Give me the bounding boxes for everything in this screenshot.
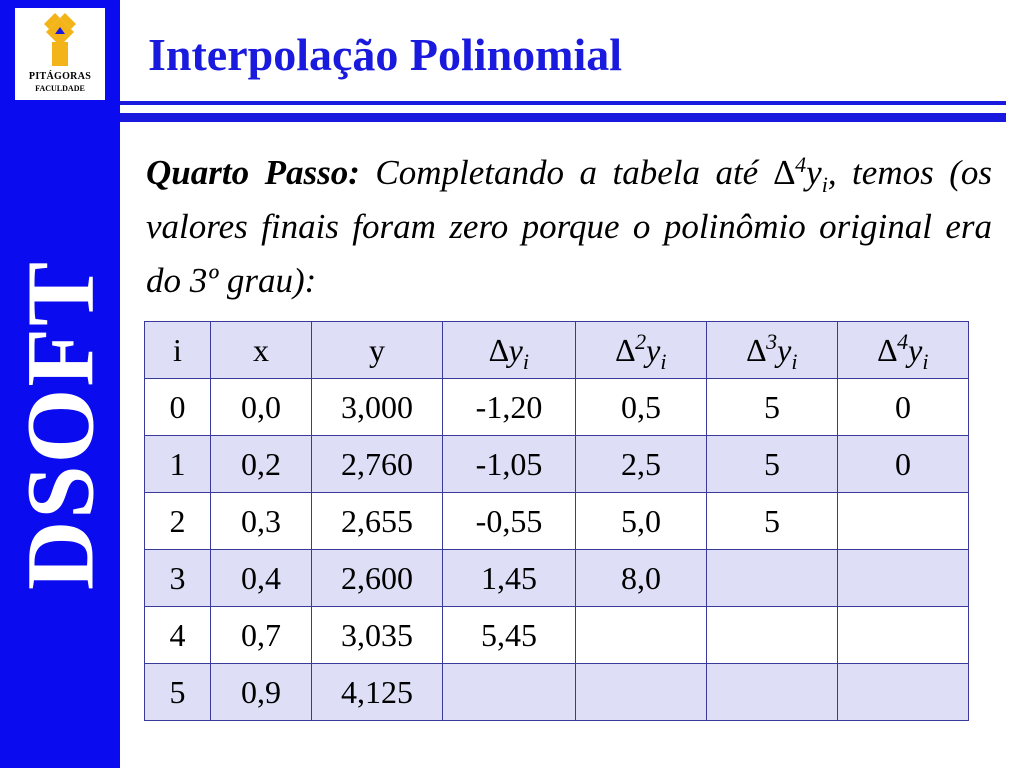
brand-text: DSOFT [6, 259, 114, 591]
delta-symbol: ∆ [746, 331, 767, 368]
table-cell: 5 [707, 493, 838, 550]
table-row [145, 607, 969, 664]
header-x: x [211, 322, 312, 379]
table-cell: 0,4 [211, 550, 312, 607]
table-cell: -1,05 [443, 436, 576, 493]
header-sub: i [660, 348, 667, 374]
body-paragraph [146, 146, 992, 308]
table-cell: 2,760 [312, 436, 443, 493]
table-cell: 4,125 [312, 664, 443, 721]
table-cell: -1,20 [443, 379, 576, 436]
header-sub: i [522, 348, 529, 374]
table-cell: 2,5 [576, 436, 707, 493]
table-cell [707, 664, 838, 721]
logo-text: PITÁGORAS [28, 71, 92, 82]
variable: y [806, 153, 822, 192]
table-cell [707, 550, 838, 607]
table-cell [838, 550, 969, 607]
table-cell [576, 664, 707, 721]
table-cell: 1,45 [443, 550, 576, 607]
table-cell [707, 607, 838, 664]
paragraph-text: Completando a tabela até [359, 153, 774, 192]
table-cell: 3 [145, 550, 211, 607]
table-cell: 4 [145, 607, 211, 664]
table-cell: -0,55 [443, 493, 576, 550]
table-cell: 0,7 [211, 607, 312, 664]
table-cell: 0,2 [211, 436, 312, 493]
table-cell: 5,0 [576, 493, 707, 550]
pitagoras-logo [15, 8, 105, 100]
table-row [145, 379, 969, 436]
paragraph-lead: Quarto Passo: [146, 153, 360, 192]
sidebar [0, 0, 120, 768]
title-rule-bottom [120, 113, 1006, 122]
table-row [145, 436, 969, 493]
differences-table [144, 321, 969, 721]
header-y: y [312, 322, 443, 379]
table-row [145, 664, 969, 721]
table-row [145, 493, 969, 550]
header-sup: 4 [897, 328, 909, 354]
logo-subtext: FACULDADE [35, 84, 85, 93]
delta-symbol: ∆ [877, 331, 898, 368]
table-cell: 8,0 [576, 550, 707, 607]
delta-symbol: ∆ [615, 331, 636, 368]
table-cell: 3,035 [312, 607, 443, 664]
table-cell: 1 [145, 436, 211, 493]
logo-mark-icon [43, 12, 77, 68]
table-cell: 2,600 [312, 550, 443, 607]
table-cell: 0,9 [211, 664, 312, 721]
header-delta3 [707, 322, 838, 379]
table-cell [838, 493, 969, 550]
table-header-row [145, 322, 969, 379]
table-cell: 5 [145, 664, 211, 721]
header-var: y [777, 331, 792, 368]
table-cell: 2,655 [312, 493, 443, 550]
table-cell [838, 607, 969, 664]
table-cell [838, 664, 969, 721]
table-cell: 0 [838, 379, 969, 436]
slide-title: Interpolação Polinomial [148, 29, 623, 80]
header-sub: i [922, 348, 929, 374]
delta-power: 4 [795, 152, 807, 177]
table-cell: 0 [838, 436, 969, 493]
header-var: y [646, 331, 661, 368]
paragraph-text-tail: , temos (os valores finais foram zero porque o polinômio original era do 3º grau): [146, 153, 992, 300]
table-cell: 5,45 [443, 607, 576, 664]
table-cell: 0,5 [576, 379, 707, 436]
table-cell: 0,3 [211, 493, 312, 550]
delta-symbol: ∆ [773, 153, 796, 192]
table-cell: 0,0 [211, 379, 312, 436]
delta-symbol: ∆ [489, 331, 509, 368]
table-cell [443, 664, 576, 721]
title-rule-top [120, 101, 1006, 105]
header-delta1 [443, 322, 576, 379]
table-cell: 5 [707, 379, 838, 436]
header-sup: 3 [766, 328, 778, 354]
header-var: y [908, 331, 923, 368]
table-cell: 3,000 [312, 379, 443, 436]
table-cell: 2 [145, 493, 211, 550]
table-cell: 5 [707, 436, 838, 493]
table-row [145, 550, 969, 607]
variable-subscript: i [821, 172, 828, 197]
table-cell [576, 607, 707, 664]
header-i: i [145, 322, 211, 379]
table-cell: 0 [145, 379, 211, 436]
header-sub: i [791, 348, 798, 374]
header-sup: 2 [635, 328, 647, 354]
header-var: y [508, 331, 523, 368]
header-delta4 [838, 322, 969, 379]
header-delta2 [576, 322, 707, 379]
